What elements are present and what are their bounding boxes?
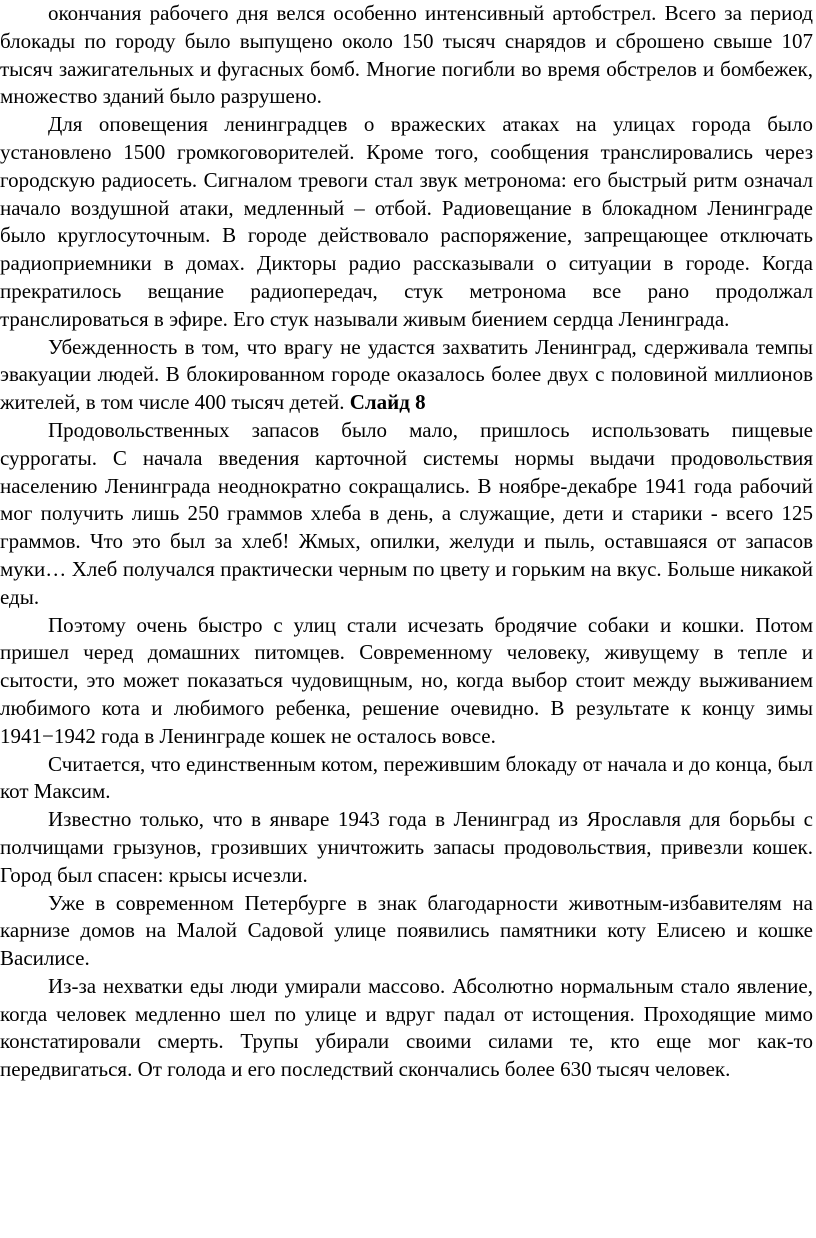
paragraph-monuments xyxy=(0,890,813,973)
paragraph-text: Из-за нехватки еды люди умирали массово. Абсолютно нормальным стало явление, когда человек медленно шел по улице и вдруг падал от истощения. Проходящие мимо констатировали смерть. Трупы убирали своими силами те, кто еще мог как-то передвигаться. От голода и его последствий скончались более 630 тысяч человек. xyxy=(0,973,813,1082)
paragraph-evacuation xyxy=(0,334,813,417)
paragraph-text: Уже в современном Петербурге в знак благодарности животным-избавителям на карнизе домов на Малой Садовой улице появились памятники коту Елисею и кошке Василисе. xyxy=(0,890,813,971)
slide-reference: Слайд 8 xyxy=(349,390,426,415)
paragraph-text: Для оповещения ленинградцев о вражеских атаках на улицах города было установлено 1500 громкоговорителей. Кроме того, сообщения транслировались через городскую радиосеть. Сигналом тревоги стал звук метронома: его быстрый ритм означал начало воздушной атаки, медленный – отбой. Радиовещание в блокадном Ленинграде было круглосуточным. В городе действовало распоряжение, запрещающее отключать радиоприемники в домах. Дикторы радио рассказывали о ситуации в городе. Когда прекратилось вещание радиопередач, стук метронома все рано продолжал транслироваться в эфире. Его стук называли живым биением сердца Ленинграда. xyxy=(0,112,813,331)
paragraph-text: Поэтому очень быстро с улиц стали исчезать бродячие собаки и кошки. Потом пришел черед домашних питомцев. Современному человеку, живущему в тепле и сытости, это может показаться чудовищным, но, когда выбор стоит между выживанием любимого кота и любимого ребенка, решение очевидно. В результате к концу зимы 1941−1942 года в Ленинграде кошек не осталось вовсе. xyxy=(0,612,813,748)
paragraph-cat-maxim xyxy=(0,751,813,807)
paragraph-cats-from-yaroslavl xyxy=(0,806,813,889)
paragraph-text: Убежденность в том, что врагу не удастся захватить Ленинград, сдерживала темпы эвакуации людей. В блокированном городе оказалось более двух с половиной миллионов жителей, в том числе 400 тысяч детей. xyxy=(0,334,813,415)
paragraph-famine-deaths xyxy=(0,973,813,1084)
paragraph-food-rations xyxy=(0,417,813,612)
paragraph-text: окончания рабочего дня велся особенно интенсивный артобстрел. Всего за период блокады по городу было выпущено около 150 тысяч снарядов и сброшено свыше 107 тысяч зажигательных и фугасных бомб. Многие погибли во время обстрелов и бомбежек, множество зданий было разрушено. xyxy=(0,1,813,109)
paragraph-pets xyxy=(0,612,813,751)
paragraph-text: Считается, что единственным котом, пережившим блокаду от начала и до конца, был кот Максим. xyxy=(0,751,813,804)
paragraph-text: Продовольственных запасов было мало, пришлось использовать пищевые суррогаты. С начала введения карточной системы нормы выдачи продовольствия населению Ленинграда неоднократно сокращались. В ноябре-декабре 1941 года рабочий мог получить лишь 250 граммов хлеба в день, а служащие, дети и старики - всего 125 граммов. Что это был за хлеб! Жмых, опилки, желуди и пыль, оставшаяся от запасов муки… Хлеб получался практически черным по цвету и горьким на вкус. Больше никакой еды. xyxy=(0,417,813,609)
paragraph-metronome xyxy=(0,111,813,333)
paragraph-shelling xyxy=(0,0,813,111)
paragraph-text: Известно только, что в январе 1943 года в Ленинград из Ярославля для борьбы с полчищами грызунов, грозивших уничтожить запасы продовольствия, привезли кошек. Город был спасен: крысы исчезли. xyxy=(0,807,813,887)
